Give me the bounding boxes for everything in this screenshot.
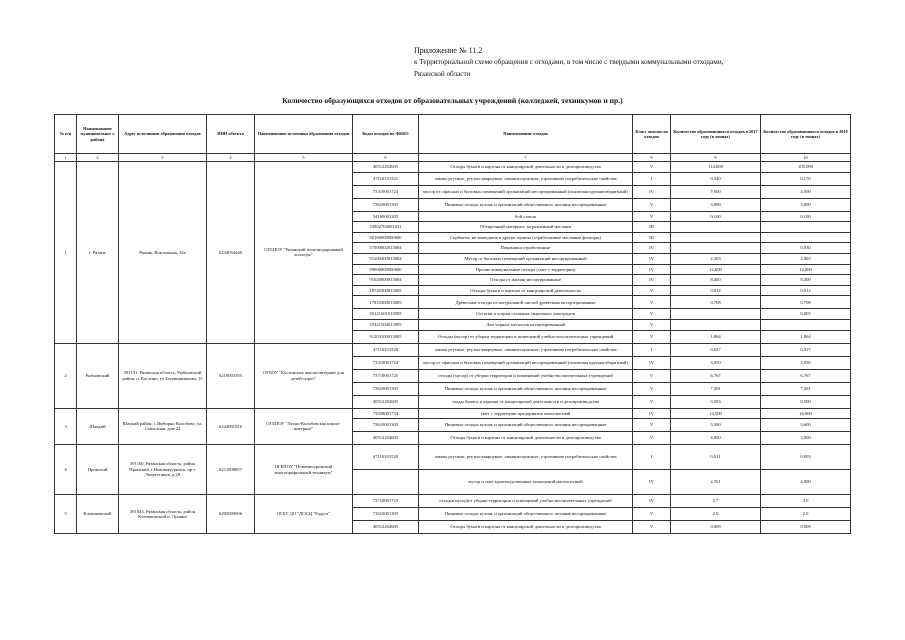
amount-2017-cell: 0,708 [671, 296, 761, 309]
address-cell: 391044, Рязанская область, район Клепиковский п. Лунино [119, 495, 207, 534]
header-cell: Класс опасности отходов [633, 115, 671, 154]
amount-2018-cell: 3,050 [761, 356, 851, 369]
waste-name-cell: Пищевые отходы кухонь и организаций общественного питания несортированные [419, 382, 633, 395]
waste-name-cell: Отходы бумаги и картона от канцелярской деятельности [419, 285, 633, 296]
waste-code-cell: 91020000013004 [353, 275, 419, 286]
column-number: 8 [633, 154, 671, 162]
amount-2017-cell: 0,340 [671, 172, 761, 185]
hazard-class-cell: IV [633, 264, 671, 275]
waste-code-cell: 47110101528 [353, 343, 419, 356]
table-row [55, 408, 851, 419]
hazard-class-cell: V [633, 330, 671, 343]
waste-name-cell: отходы(мусор)от уборки территории и помещений учебно-воспитательных учреждений [419, 495, 633, 508]
amount-2018-cell: 0,003 [761, 445, 851, 470]
appendix-number: Приложение № 11.2 [414, 46, 483, 55]
amount-2018-cell: 0,005 [761, 309, 851, 320]
column-number: 9 [671, 154, 761, 162]
hazard-class-cell: V [633, 369, 671, 382]
hazard-class-cell: V [633, 211, 671, 222]
table-row [55, 445, 851, 470]
hazard-class-cell: IV [633, 495, 671, 508]
amount-2017-cell: 0,503 [671, 395, 761, 408]
waste-code-cell: 73610001305 [353, 198, 419, 211]
waste-name-cell: Остатки и огарки стальных сварочных электродов [419, 309, 633, 320]
waste-code-cell: 73610001305 [353, 382, 419, 395]
hazard-class-cell: IV [633, 470, 671, 495]
header-cell: Количество образовавшихся отходов в 2018 году (в тоннах) [761, 115, 851, 154]
amount-2018-cell: 0,170 [761, 172, 851, 185]
waste-name-cell: Прочие коммунальные отходы (смет с территории) [419, 264, 633, 275]
hazard-class-cell: III [633, 232, 671, 243]
district-cell: Рыбновский [77, 343, 119, 408]
row-number: 3 [55, 408, 77, 445]
amount-2018-cell: 0,027 [761, 343, 851, 356]
amount-2018-cell [761, 232, 851, 243]
column-number: 4 [207, 154, 255, 162]
amount-2017-cell: 3,050 [671, 356, 761, 369]
district-cell: г. Рязань [77, 162, 119, 344]
amount-2017-cell: 0,100 [671, 211, 761, 222]
waste-code-cell: 47110101521 [353, 172, 419, 185]
amount-2017-cell: 8,400 [671, 275, 761, 286]
address-cell: Рязань, Вокзальная, 32а [119, 162, 207, 344]
amount-2017-cell: 114,000 [671, 162, 761, 173]
hazard-class-cell: I [633, 343, 671, 356]
amount-2018-cell: 0,030 [761, 243, 851, 254]
hazard-class-cell: I [633, 445, 671, 470]
appendix-region-line: Рязанской области [414, 69, 471, 78]
table-body [55, 162, 851, 534]
waste-name-cell: Отходы бумаги и картона от канцелярской деятельности и делопроизводства [419, 521, 633, 534]
inn-cell: 6205009006 [207, 495, 255, 534]
waste-code-cell: 17810300013005 [353, 296, 419, 309]
amount-2018-cell: 3,000 [761, 198, 851, 211]
waste-code-cell: 91203100013005 [353, 330, 419, 343]
amount-2018-cell: 4,500 [761, 185, 851, 198]
table-row [55, 495, 851, 508]
waste-code-cell: 99000000000000 [353, 264, 419, 275]
amount-2018-cell: 2.0 [761, 508, 851, 521]
waste-name-cell: Отходы от жилищ несортированные [419, 275, 633, 286]
waste-name-cell: Сорбенты, не вошедшие в другие пункты (отработанные масляные фильтры) [419, 232, 633, 243]
amount-2017-cell: 2,701 [671, 470, 761, 495]
waste-code-cell: 35421504013995 [353, 319, 419, 330]
waste-name-cell: мусор от офисных и бытовых помещений организаций несортированный (исключая крупногабаритный) [419, 356, 633, 369]
waste-code-cell: 73310001724 [353, 185, 419, 198]
row-number: 1 [55, 162, 77, 344]
amount-2018-cell: 16,000 [761, 408, 851, 419]
hazard-class-cell: IV [633, 253, 671, 264]
hazard-class-cell: V [633, 508, 671, 521]
waste-code-cell: 91200400013004 [353, 253, 419, 264]
amount-2018-cell: 0,708 [761, 296, 851, 309]
hazard-class-cell: IV [633, 408, 671, 419]
source-cell: ОГБУ ДО "ДОСЦ "Радуга" [255, 495, 353, 534]
source-cell: ОГБПОУ "Рязанский железнодорожный колледж" [255, 162, 353, 344]
hazard-class-cell: I [633, 172, 671, 185]
inn-cell: 6224001916 [207, 408, 255, 445]
amount-2017-cell: 2,363 [671, 253, 761, 264]
header-cell: Наименование источника образования отходов [255, 115, 353, 154]
amount-2017-cell: 6,767 [671, 369, 761, 382]
header-row [55, 115, 851, 154]
amount-2018-cell: 7,301 [761, 382, 851, 395]
waste-name-cell: Пищевые отходы кухонь и организаций общественного питания несортированные [419, 419, 633, 432]
amount-2018-cell: 12,000 [761, 264, 851, 275]
waste-code-cell: 40512202605 [353, 521, 419, 534]
hazard-class-cell: IV [633, 185, 671, 198]
waste-name-cell: Пищевые отходы кухонь и организаций общественного питания несортированные [419, 508, 633, 521]
waste-code-cell: 73710001725 [353, 369, 419, 382]
column-number: 10 [761, 154, 851, 162]
row-number: 5 [55, 495, 77, 534]
column-number: 2 [77, 154, 119, 162]
address-cell: 391160, Рязанская область, район Пронский, г.Новомичуринск, пр-т Энергетиков, д.28 [119, 445, 207, 495]
hazard-class-cell: V [633, 162, 671, 173]
column-number-row [55, 154, 851, 162]
waste-name-cell: мусор от офисных и бытовых помещений организаций несортированный (исключая крупногабаритный) [419, 185, 633, 198]
header-cell: ИНН объекта [207, 115, 255, 154]
waste-name-cell: Обтирочный материал, загрязненный маслами [419, 222, 633, 233]
amount-2018-cell: 5,600 [761, 419, 851, 432]
amount-2017-cell: 4,000 [671, 432, 761, 445]
waste-code-cell: 73610001305 [353, 419, 419, 432]
waste-name-cell: Древесные отходы из натуральной чистой древесины несортированные [419, 296, 633, 309]
amount-2017-cell: 0,009 [671, 521, 761, 534]
header-cell: Количество образовавшихся отходов в 2017 году (в тоннах) [671, 115, 761, 154]
waste-name-cell: мусор и смет производственных помещений малоопасный [419, 470, 633, 495]
row-number: 2 [55, 343, 77, 408]
address-cell: 391131, Рязанская область, Рыбновский район, п. Костино, ул.Беговишникова, 15 [119, 343, 207, 408]
waste-name-cell: лампы ртутные, ртутно-кварцевые, люминесцентные, утратившие потребительские свойства [419, 445, 633, 470]
table-row [55, 162, 851, 173]
hazard-class-cell: IV [633, 275, 671, 286]
inn-cell: 6219003395 [207, 343, 255, 408]
hazard-class-cell: IV [633, 356, 671, 369]
column-number: 5 [255, 154, 353, 162]
waste-code-cell: 40512202605 [353, 395, 419, 408]
header-cell: Коды отходов по ФККО [353, 115, 419, 154]
amount-2017-cell: 7,301 [671, 382, 761, 395]
amount-2018-cell: 0,500 [761, 395, 851, 408]
waste-code-cell: 73710001725 [353, 495, 419, 508]
source-cell: ОГБОУ "Костинская школа-интернат для детей-сирот" [255, 343, 353, 408]
waste-code-cell: 73610001305 [353, 508, 419, 521]
waste-name-cell: Отходы бумаги и картона от канцелярской деятельности и делопроизводства [419, 162, 633, 173]
waste-code-cell: 34190001205 [353, 211, 419, 222]
amount-2017-cell [671, 319, 761, 330]
waste-name-cell: Пищевые отходы кухонь и организаций общественного питания несортированные [419, 198, 633, 211]
amount-2017-cell [671, 222, 761, 233]
amount-2017-cell: 3,800 [671, 198, 761, 211]
amount-2018-cell: 105,000 [761, 162, 851, 173]
waste-code-cell: 57500002013004 [353, 243, 419, 254]
hazard-class-cell: V [633, 432, 671, 445]
hazard-class-cell: III [633, 222, 671, 233]
waste-name-cell: отходы (мусор) от уборки территории и помещений учебно-воспитательных учреждений [419, 369, 633, 382]
hazard-class-cell: V [633, 296, 671, 309]
waste-name-cell: лампы ртутные, ртутно-кварцевые, люминесцентные, утратившие потребительские свойства [419, 172, 633, 185]
waste-code-cell: 40512202605 [353, 432, 419, 445]
amount-2018-cell [761, 319, 851, 330]
amount-2017-cell: 2.0 [671, 508, 761, 521]
inn-cell: 6234054440 [207, 162, 255, 344]
waste-name-cell: Мусор от бытовых помещений организаций несортированный [419, 253, 633, 264]
header-cell: Наименование отходов [419, 115, 633, 154]
hazard-class-cell: V [633, 419, 671, 432]
amount-2017-cell [671, 232, 761, 243]
waste-name-cell: тходы бумаги и картона от канцелярской деятельности и делопроизводства [419, 395, 633, 408]
amount-2018-cell: 2,963 [761, 253, 851, 264]
table-row [55, 343, 851, 356]
waste-code-cell: 40512202605 [353, 162, 419, 173]
hazard-class-cell: V [633, 285, 671, 296]
waste-table [54, 114, 851, 534]
amount-2017-cell: 1,864 [671, 330, 761, 343]
waste-code-cell: 54902704001031 [353, 222, 419, 233]
hazard-class-cell: V [633, 198, 671, 211]
district-cell: Клепиковский [77, 495, 119, 534]
waste-name-cell: Покрышки отработанные [419, 243, 633, 254]
column-number: 1 [55, 154, 77, 162]
waste-name-cell: бой стекла [419, 211, 633, 222]
inn-cell: 6211008697 [207, 445, 255, 495]
amount-2017-cell [671, 243, 761, 254]
amount-2017-cell: 0,012 [671, 285, 761, 296]
waste-name-cell: смет с территории предприятия малоопасный [419, 408, 633, 419]
waste-name-cell: лампы ртутные, ртутно-кварцевые, люминесцентные, утратившие потребительские свойства [419, 343, 633, 356]
amount-2018-cell: 4,900 [761, 470, 851, 495]
waste-code-cell: 50100000000000 [353, 232, 419, 243]
waste-code-cell [353, 470, 419, 495]
hazard-class-cell: IV [633, 243, 671, 254]
amount-2018-cell: 0,012 [761, 285, 851, 296]
hazard-class-cell: V [633, 395, 671, 408]
amount-2018-cell: 1,864 [761, 330, 851, 343]
district-cell: Пронский [77, 445, 119, 495]
hazard-class-cell: V [633, 521, 671, 534]
waste-name-cell: Отходы бумаги и картона от канцелярской деятельности и делопроизводства [419, 432, 633, 445]
header-cell: № п/п [55, 115, 77, 154]
row-number: 4 [55, 445, 77, 495]
amount-2017-cell: 14,500 [671, 408, 761, 419]
hazard-class-cell: V [633, 319, 671, 330]
amount-2017-cell: 7,500 [671, 185, 761, 198]
waste-code-cell: 73338001734 [353, 408, 419, 419]
waste-code-cell: 73310001724 [353, 356, 419, 369]
address-cell: Шацкий район, с.Ямбирно Колобово, ул. Совхозная, дом 22 [119, 408, 207, 445]
hazard-class-cell: V [633, 382, 671, 395]
column-number: 6 [353, 154, 419, 162]
amount-2017-cell: 5,500 [671, 419, 761, 432]
hazard-class-cell: V [633, 309, 671, 320]
amount-2017-cell: 0,027 [671, 343, 761, 356]
appendix-note [414, 45, 723, 80]
amount-2018-cell: 3,000 [761, 432, 851, 445]
column-number: 3 [119, 154, 207, 162]
amount-2018-cell [761, 222, 851, 233]
header-cell: Адрес источников образования отходов [119, 115, 207, 154]
appendix-scheme-line: к Территориальной схеме обращения с отходами, в том числе с твердыми коммунальными отходами, [414, 58, 724, 67]
header-cell: Наименование муниципальног о района [77, 115, 119, 154]
amount-2018-cell: 6,767 [761, 369, 851, 382]
waste-name-cell: Лом черных металлов несортированный [419, 319, 633, 330]
amount-2017-cell: 2.7 [671, 495, 761, 508]
amount-2018-cell: 8,400 [761, 275, 851, 286]
district-cell: Шацкий [77, 408, 119, 445]
waste-name-cell: Отходы (мусор) от уборки территории и помещений учебно-воспитательных учреждений [419, 330, 633, 343]
amount-2017-cell [671, 309, 761, 320]
source-cell: ОГБПОУ "Новомичуринский многопрофильный техникум" [255, 445, 353, 495]
waste-code-cell: 47110101520 [353, 445, 419, 470]
column-number: 7 [419, 154, 633, 162]
amount-2018-cell: 0,009 [761, 521, 851, 534]
amount-2018-cell: 0,100 [761, 211, 851, 222]
waste-code-cell: 35121601013995 [353, 309, 419, 320]
source-cell: ОГБПОУ "Лесно-Колобовская школа-интернат" [255, 408, 353, 445]
amount-2018-cell: 3.0 [761, 495, 851, 508]
table-title: Количество образующихся отходов от образовательных учреждений (колледжей, техникумов и пр.) [282, 96, 623, 105]
amount-2017-cell: 0,011 [671, 445, 761, 470]
waste-code-cell: 18740300013005 [353, 285, 419, 296]
amount-2017-cell: 12,000 [671, 264, 761, 275]
